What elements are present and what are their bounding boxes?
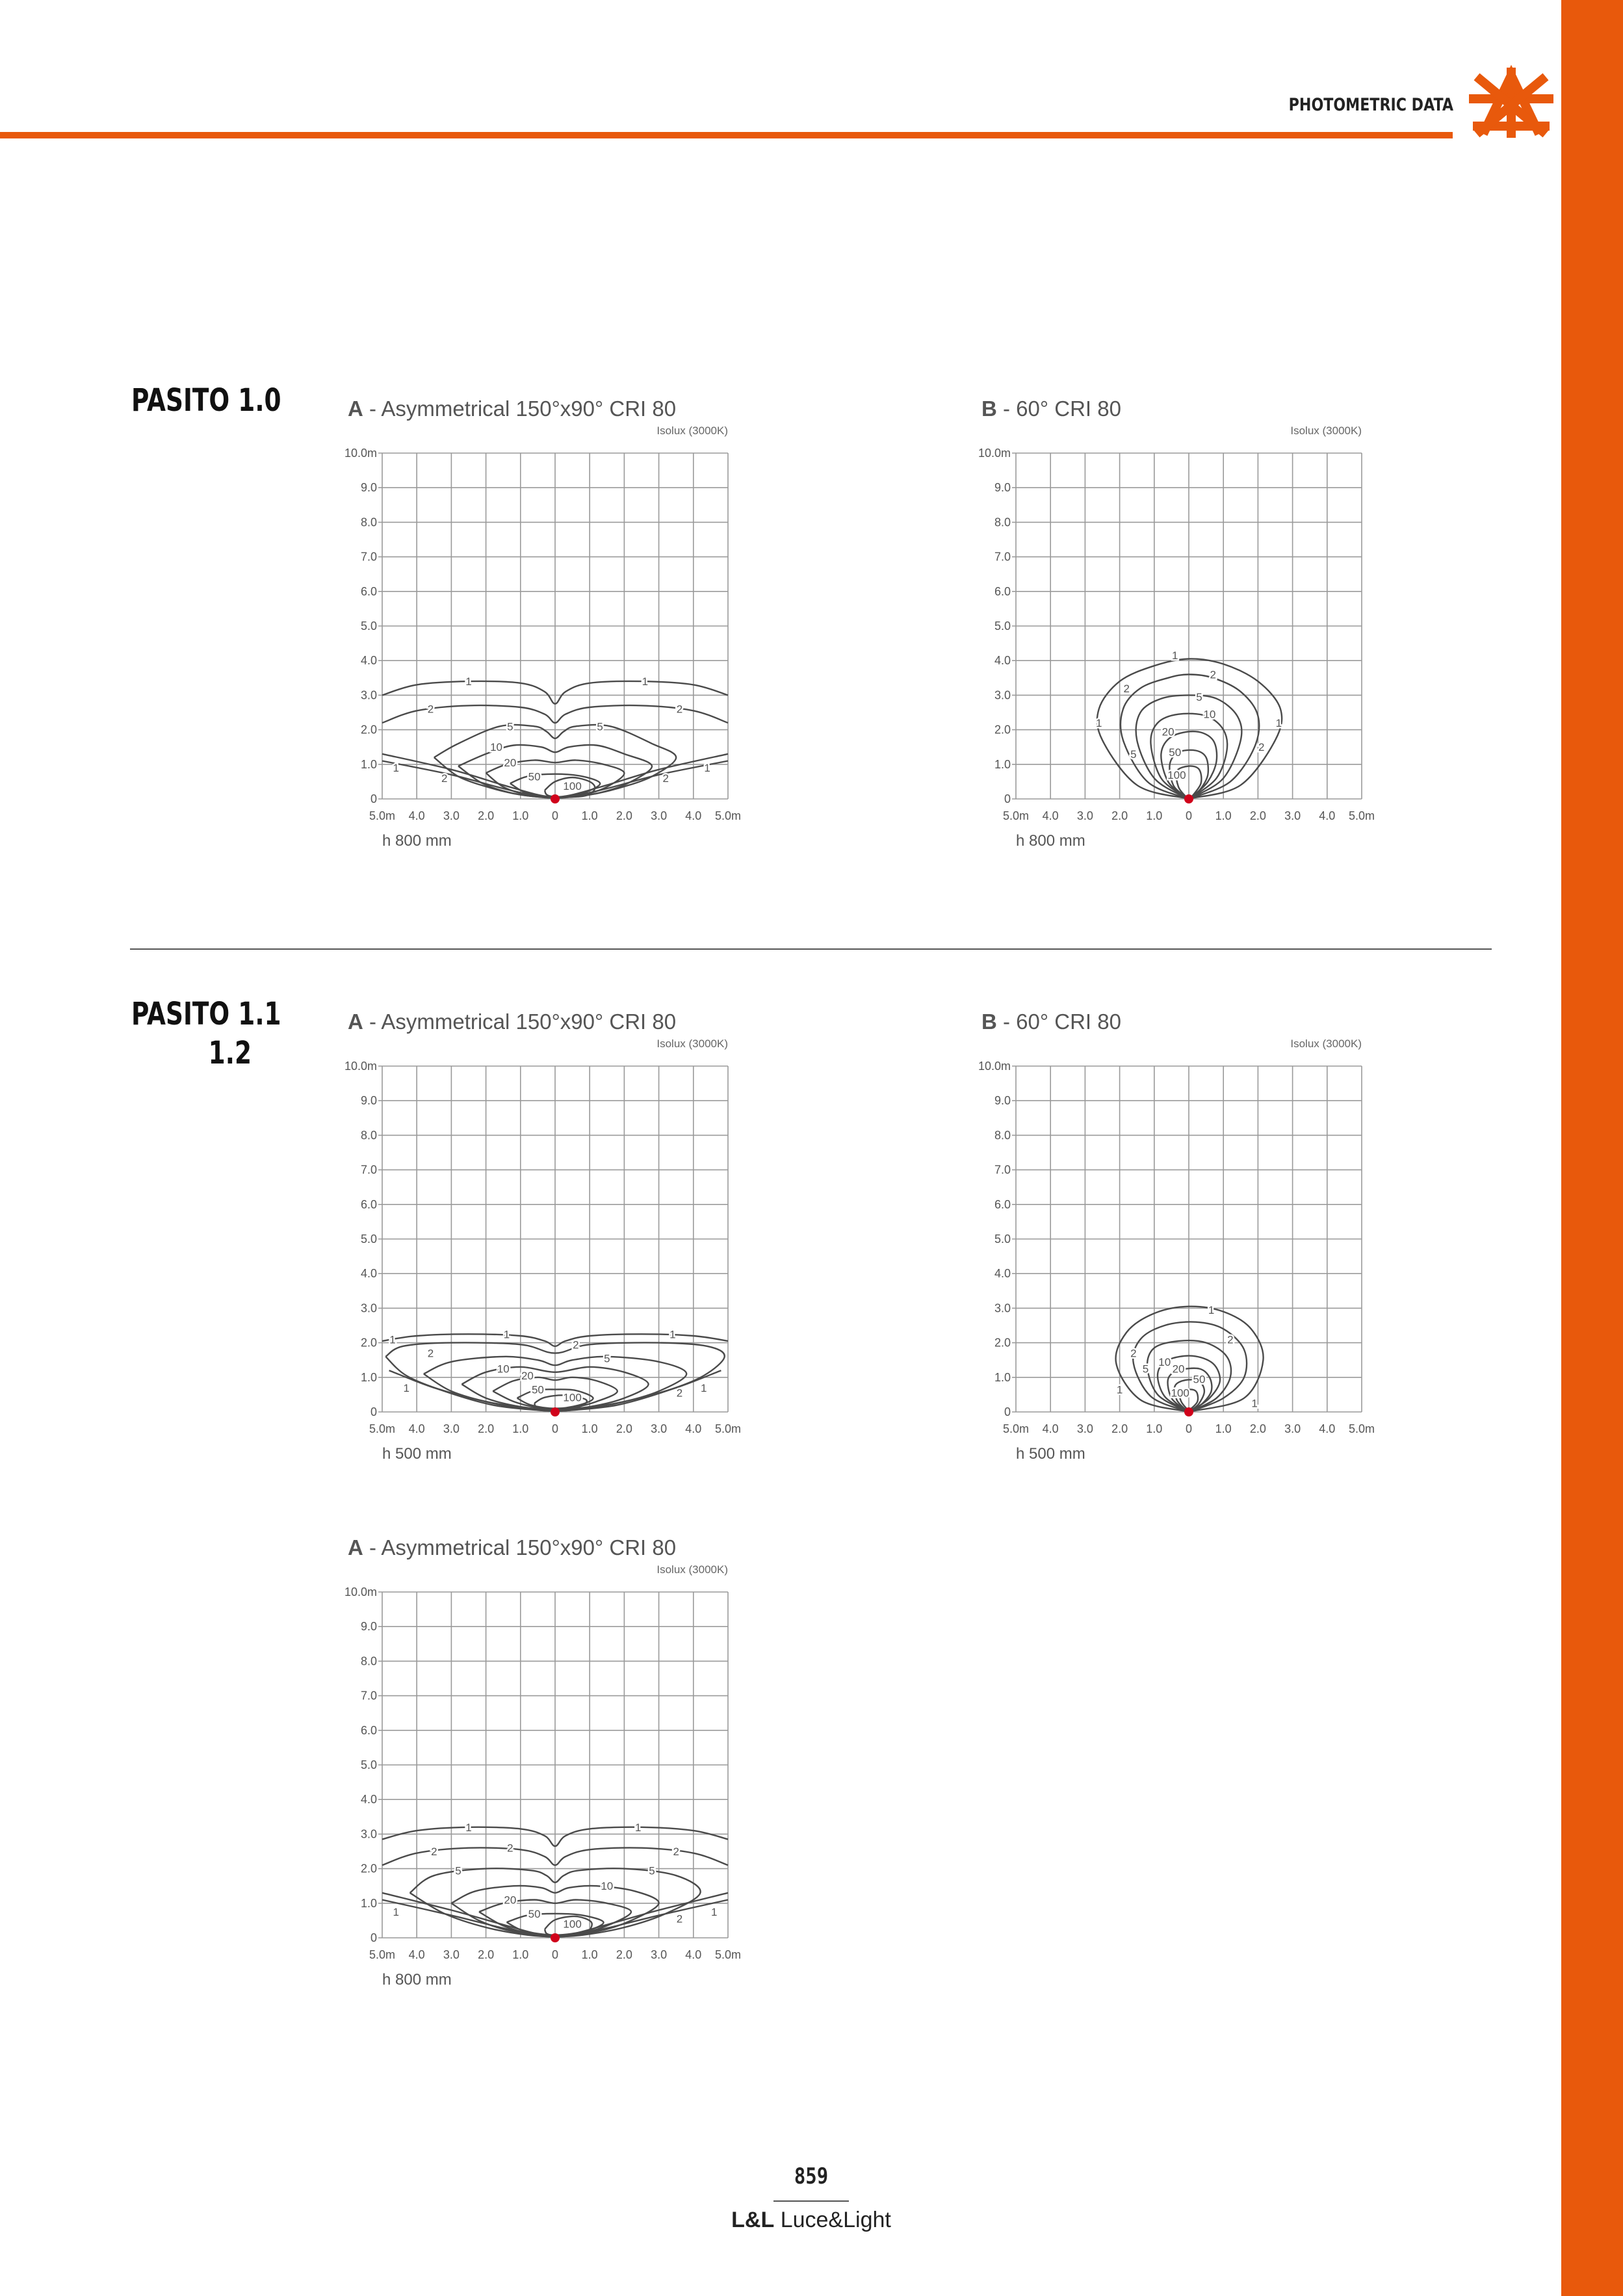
chart-s2-b-y-tick-label: 2.0 [994,1336,1011,1350]
chart-s1-b-height-label: h 800 mm [1016,832,1085,850]
chart-s2-c-contour-label: 20 [504,1894,517,1907]
chart-s2-c-contour-label: 10 [601,1880,614,1893]
product-name-pasito-1-1: PASITO 1.1 [131,996,281,1032]
chart-s1-b-contour-2 [1121,675,1259,798]
chart-s2-c-x-tick-label: 2.0 [478,1948,495,1961]
page-title: PHOTOMETRIC DATA [1288,95,1453,115]
chart-s2-b-x-tick-label: 1.0 [1215,1422,1232,1435]
chart-s2-a-contour-label: 1 [389,1333,396,1346]
brand-name [681,2208,941,2233]
chart-s2-b-x-tick-label: 0 [1185,1422,1193,1435]
chart-s2-a-contour-label: 1 [669,1328,676,1341]
chart-s2-a-y-tick-label: 8.0 [360,1128,377,1142]
brand-bold: L&L [731,2208,775,2232]
chart-s1-b-y-tick-label: 1.0 [994,757,1011,771]
chart-s2-c-y-tick-label: 7.0 [360,1689,377,1702]
chart-s2-b-y-tick-label: 10.0m [978,1060,1011,1073]
chart-s2-b-y-tick-label: 1.0 [994,1370,1011,1384]
chart-s2-b-y-tick-label: 8.0 [994,1128,1011,1142]
chart-s1-a-y-tick-label: 1.0 [360,757,377,771]
chart-s1-a-contour-label: 1 [704,762,710,775]
chart-s2-b-x-tick-label: 4.0 [1042,1422,1059,1435]
chart-s1-b-contour-label: 2 [1210,668,1216,681]
chart-s2-c-x-tick-label: 3.0 [443,1948,460,1961]
chart-s1-a-title-rest: - Asymmetrical 150°x90° CRI 80 [363,397,677,421]
chart-s1-a-contour-label: 2 [676,703,683,716]
luce-light-logo-icon [1464,62,1559,143]
chart-s2-b-contour-label: 10 [1158,1355,1171,1368]
chart-s2-c-y-tick-label: 8.0 [360,1654,377,1668]
chart-s2-c-title [348,1535,676,1559]
chart-s1-b-contour-label: 1 [1275,716,1282,729]
chart-s2-a-x-tick-label: 3.0 [651,1422,668,1435]
chart-s2-c-contour-label: 1 [393,1906,400,1919]
chart-s2-b-height-label: h 500 mm [1016,1445,1085,1463]
chart-s1-a-y-tick-label: 0 [370,792,377,805]
chart-s2-b-unit-label: Isolux (3000K) [1290,1037,1362,1050]
chart-s2-c-contour-label: 2 [676,1912,683,1925]
isolux-chart-s2-a [338,1003,793,1484]
chart-s2-c-y-tick-label: 4.0 [360,1793,377,1807]
chart-s2-a-contour-label: 10 [497,1363,510,1376]
chart-s1-a-title-letter: A [348,397,363,421]
chart-s2-c-contour-label: 5 [455,1864,461,1877]
chart-s2-a-title-letter: A [348,1010,363,1034]
chart-s1-a-x-tick-label: 5.0m [714,809,742,822]
chart-s2-c-source-marker [551,1933,560,1942]
chart-s2-c-x-tick-label: 5.0m [369,1948,396,1961]
chart-s2-a-y-tick-label: 2.0 [360,1336,377,1350]
chart-s1-a-x-tick-label: 3.0 [651,809,668,822]
chart-s2-b-title-letter: B [981,1010,997,1034]
chart-s1-a-contour-label: 50 [528,770,541,783]
chart-s2-b-x-tick-label: 5.0m [1002,1422,1030,1435]
chart-s2-b-y-tick-label: 5.0 [994,1233,1011,1246]
chart-s2-b-contour-label: 2 [1130,1347,1137,1360]
chart-s1-a-contour-label: 2 [427,703,434,716]
isolux-chart-s1-a [338,390,793,871]
chart-s2-b-contour-label: 20 [1172,1363,1185,1376]
chart-s1-a-y-tick-label: 7.0 [360,550,377,564]
chart-s1-a-title [348,397,676,421]
chart-s2-a-y-tick-label: 6.0 [360,1197,377,1211]
chart-s2-c-x-tick-label: 3.0 [651,1948,668,1961]
chart-s1-a-contour-label: 1 [393,762,400,775]
chart-s1-b-contour-label: 20 [1162,725,1175,738]
chart-s2-a-contour-label: 5 [604,1352,610,1365]
chart-s1-b-unit-label: Isolux (3000K) [1290,424,1362,437]
chart-s1-b-contour-label: 100 [1167,768,1186,781]
chart-s1-b-y-tick-label: 6.0 [994,584,1011,598]
chart-s2-a-y-tick-label: 1.0 [360,1370,377,1384]
chart-s2-a-contour-label: 100 [563,1391,582,1404]
chart-s2-a-contour-label: 2 [573,1338,579,1351]
chart-s1-b-title-letter: B [981,397,997,421]
chart-s2-c-contour-label: 50 [528,1907,541,1920]
chart-s2-b-title-rest: - 60° CRI 80 [996,1010,1121,1034]
chart-s2-a-contour-label: 1 [701,1381,707,1394]
chart-s1-b-x-tick-label: 5.0m [1002,809,1030,822]
chart-s2-b-svg [972,1003,1427,1484]
chart-s2-b-contour-label: 5 [1142,1363,1149,1376]
chart-s1-a-x-tick-label: 5.0m [369,809,396,822]
chart-s1-a-height-label: h 800 mm [382,832,452,850]
chart-s2-c-x-tick-label: 4.0 [408,1948,425,1961]
chart-s2-c-height-label: h 800 mm [382,1971,452,1989]
section-divider [130,948,1492,950]
chart-s1-a-y-tick-label: 8.0 [360,515,377,529]
chart-s1-b-y-tick-label: 9.0 [994,481,1011,495]
chart-s2-b-x-tick-label: 2.0 [1249,1422,1266,1435]
chart-s2-a-svg [338,1003,793,1484]
chart-s2-a-height-label: h 500 mm [382,1445,452,1463]
chart-s1-b-x-tick-label: 2.0 [1249,809,1266,822]
chart-s1-a-x-tick-label: 2.0 [478,809,495,822]
chart-s2-a-y-tick-label: 9.0 [360,1094,377,1108]
chart-s2-b-x-tick-label: 4.0 [1319,1422,1336,1435]
chart-s2-a-x-tick-label: 3.0 [443,1422,460,1435]
chart-s2-c-contour-label: 100 [563,1918,582,1931]
chart-s2-b-title [981,1010,1121,1034]
chart-s1-a-svg [338,390,793,871]
chart-s2-c-x-tick-label: 2.0 [616,1948,632,1961]
chart-s1-b-contour-label: 5 [1130,748,1137,761]
product-name-pasito-1-0: PASITO 1.0 [131,382,281,419]
chart-s2-b-contour-label: 1 [1116,1383,1123,1396]
chart-s1-b-source-marker [1184,794,1193,803]
header-rule [0,132,1453,138]
chart-s2-a-y-tick-label: 3.0 [360,1301,377,1315]
chart-s2-a-x-tick-label: 1.0 [512,1422,529,1435]
chart-s2-c-x-tick-label: 0 [551,1948,559,1961]
chart-s1-b-y-tick-label: 5.0 [994,620,1011,633]
chart-s2-b-contour-label: 2 [1227,1333,1234,1346]
chart-s1-a-contour-label: 5 [507,720,513,733]
chart-s1-b-contour-label: 50 [1169,746,1182,759]
chart-s1-a-x-tick-label: 3.0 [443,809,460,822]
chart-s1-b-x-tick-label: 4.0 [1319,809,1336,822]
chart-s1-a-contour-label: 20 [504,757,517,770]
chart-s1-a-x-tick-label: 1.0 [581,809,598,822]
chart-s2-b-x-tick-label: 2.0 [1111,1422,1128,1435]
chart-s1-a-contour-label: 2 [441,772,448,785]
chart-s1-b-contour-label: 1 [1171,649,1178,662]
chart-s1-a-y-tick-label: 5.0 [360,620,377,633]
chart-s1-b-y-tick-label: 4.0 [994,654,1011,668]
chart-s2-c-y-tick-label: 2.0 [360,1862,377,1875]
chart-s1-b-x-tick-label: 3.0 [1284,809,1301,822]
chart-s2-b-x-tick-label: 1.0 [1146,1422,1163,1435]
page-number-rule [773,2200,849,2202]
chart-s2-c-x-tick-label: 4.0 [685,1948,702,1961]
chart-s2-a-x-tick-label: 2.0 [616,1422,632,1435]
chart-s1-a-contour-label: 1 [642,675,649,688]
chart-s2-c-x-tick-label: 1.0 [512,1948,529,1961]
chart-s2-b-y-tick-label: 3.0 [994,1301,1011,1315]
chart-s1-b-contour-label: 2 [1258,741,1265,754]
chart-s2-a-y-tick-label: 0 [370,1405,377,1418]
chart-s1-b-contour-1 [1097,659,1282,798]
chart-s2-c-y-tick-label: 10.0m [344,1585,377,1598]
chart-s1-b-y-tick-label: 3.0 [994,688,1011,702]
page-number: 859 [794,2163,829,2189]
chart-s1-b-x-tick-label: 1.0 [1215,809,1232,822]
chart-s2-c-y-tick-label: 5.0 [360,1758,377,1771]
chart-s1-b-x-tick-label: 3.0 [1076,809,1093,822]
chart-s2-c-contour-label: 1 [634,1821,642,1834]
chart-s2-a-x-tick-label: 5.0m [369,1422,396,1435]
chart-s2-c-contour-label: 1 [465,1821,472,1834]
chart-s2-a-y-tick-label: 4.0 [360,1267,377,1281]
chart-s2-c-contour-label: 2 [431,1846,437,1858]
chart-s1-b-contour-label: 1 [1095,716,1102,729]
chart-s2-b-contour-label: 1 [1251,1397,1258,1410]
isolux-chart-s2-b [972,1003,1427,1484]
chart-s2-b-y-tick-label: 9.0 [994,1094,1011,1108]
chart-s2-a-y-tick-label: 10.0m [344,1060,377,1073]
chart-s1-a-source-marker [551,794,560,803]
chart-s1-b-y-tick-label: 0 [1004,792,1011,805]
chart-s2-c-svg [338,1529,793,2010]
chart-s1-b-x-tick-label: 1.0 [1146,809,1163,822]
chart-s2-b-x-tick-label: 5.0m [1348,1422,1375,1435]
chart-s1-a-y-tick-label: 4.0 [360,654,377,668]
chart-s2-b-x-tick-label: 3.0 [1284,1422,1301,1435]
chart-s1-a-contour-label: 5 [597,720,603,733]
chart-s2-b-contour-label: 100 [1171,1387,1189,1400]
chart-s1-b-title [981,397,1121,421]
chart-s2-b-contour-label: 1 [1208,1304,1215,1317]
chart-s2-b-y-tick-label: 6.0 [994,1197,1011,1211]
chart-s2-a-contour-label: 20 [521,1370,534,1383]
chart-s2-c-x-tick-label: 1.0 [581,1948,598,1961]
chart-s2-a-y-tick-label: 5.0 [360,1233,377,1246]
chart-s1-a-contour-label: 2 [662,772,669,785]
chart-s2-c-x-tick-label: 5.0m [714,1948,742,1961]
chart-s2-c-contour-label: 2 [507,1842,513,1855]
chart-s2-c-y-tick-label: 9.0 [360,1620,377,1634]
chart-s1-b-y-tick-label: 8.0 [994,515,1011,529]
chart-s2-a-y-tick-label: 7.0 [360,1163,377,1177]
chart-s2-a-contour-label: 2 [676,1387,683,1400]
chart-s2-a-contour-label: 2 [427,1347,434,1360]
chart-s2-a-x-tick-label: 4.0 [685,1422,702,1435]
chart-s1-b-y-tick-label: 7.0 [994,550,1011,564]
chart-s1-b-y-tick-label: 10.0m [978,447,1011,460]
chart-s2-a-contour-label: 50 [531,1383,544,1396]
chart-s1-b-x-tick-label: 0 [1185,809,1193,822]
chart-s2-b-x-tick-label: 3.0 [1076,1422,1093,1435]
chart-s1-a-x-tick-label: 4.0 [408,809,425,822]
chart-s2-c-contour-label: 1 [710,1906,718,1919]
chart-s1-a-contour-label: 100 [563,779,582,792]
chart-s1-b-x-tick-label: 4.0 [1042,809,1059,822]
chart-s2-c-y-tick-label: 3.0 [360,1827,377,1841]
chart-s1-a-x-tick-label: 4.0 [685,809,702,822]
chart-s1-a-unit-label: Isolux (3000K) [656,424,728,437]
chart-s2-a-x-tick-label: 0 [551,1422,559,1435]
chart-s2-a-unit-label: Isolux (3000K) [656,1037,728,1050]
chart-s1-b-contour-label: 10 [1203,708,1216,721]
chart-s2-a-x-tick-label: 2.0 [478,1422,495,1435]
chart-s1-a-contour-label: 10 [490,741,503,754]
chart-s1-b-x-tick-label: 2.0 [1111,809,1128,822]
chart-s2-c-contour-label: 2 [673,1846,679,1858]
chart-s1-b-y-tick-label: 2.0 [994,723,1011,737]
chart-s2-a-contour-label: 1 [403,1381,409,1394]
chart-s2-b-source-marker [1184,1407,1193,1416]
chart-s1-a-x-tick-label: 0 [551,809,559,822]
chart-s1-b-contour-label: 5 [1196,691,1202,704]
chart-s2-a-source-marker [551,1407,560,1416]
chart-s2-a-x-tick-label: 5.0m [714,1422,742,1435]
chart-s1-a-y-tick-label: 3.0 [360,688,377,702]
chart-s2-b-y-tick-label: 0 [1004,1405,1011,1418]
chart-s2-c-contour-label: 5 [649,1864,655,1877]
chart-s2-c-y-tick-label: 0 [370,1931,377,1944]
product-name-pasito-1-2: 1.2 [208,1035,252,1071]
chart-s1-a-y-tick-label: 9.0 [360,481,377,495]
chart-s2-b-y-tick-label: 4.0 [994,1267,1011,1281]
chart-s2-b-y-tick-label: 7.0 [994,1163,1011,1177]
chart-s2-c-y-tick-label: 1.0 [360,1896,377,1910]
chart-s1-a-y-tick-label: 10.0m [344,447,377,460]
chart-s1-b-x-tick-label: 5.0m [1348,809,1375,822]
chart-s2-c-title-letter: A [348,1535,363,1559]
chart-s2-a-contour-label: 1 [503,1328,510,1341]
chart-s1-a-y-tick-label: 2.0 [360,723,377,737]
chart-s2-b-contour-label: 50 [1193,1373,1206,1386]
chart-s1-b-svg [972,390,1427,871]
chart-s2-c-unit-label: Isolux (3000K) [656,1563,728,1576]
chart-s2-a-x-tick-label: 1.0 [581,1422,598,1435]
chart-s1-b-title-rest: - 60° CRI 80 [996,397,1121,421]
chart-s2-a-x-tick-label: 4.0 [408,1422,425,1435]
orange-side-bar [1561,0,1623,2296]
brand-rest: Luce&Light [774,2208,891,2232]
chart-s1-b-contour-label: 2 [1123,682,1130,695]
chart-s2-a-title-rest: - Asymmetrical 150°x90° CRI 80 [363,1010,677,1034]
chart-s1-a-contour-label: 1 [465,675,472,688]
chart-s1-a-y-tick-label: 6.0 [360,584,377,598]
chart-s2-c-title-rest: - Asymmetrical 150°x90° CRI 80 [363,1535,677,1559]
chart-s1-a-x-tick-label: 2.0 [616,809,632,822]
isolux-chart-s1-b [972,390,1427,871]
isolux-chart-s2-c [338,1529,793,2010]
chart-s2-a-title [348,1010,676,1034]
chart-s1-a-x-tick-label: 1.0 [512,809,529,822]
chart-s2-c-y-tick-label: 6.0 [360,1723,377,1737]
